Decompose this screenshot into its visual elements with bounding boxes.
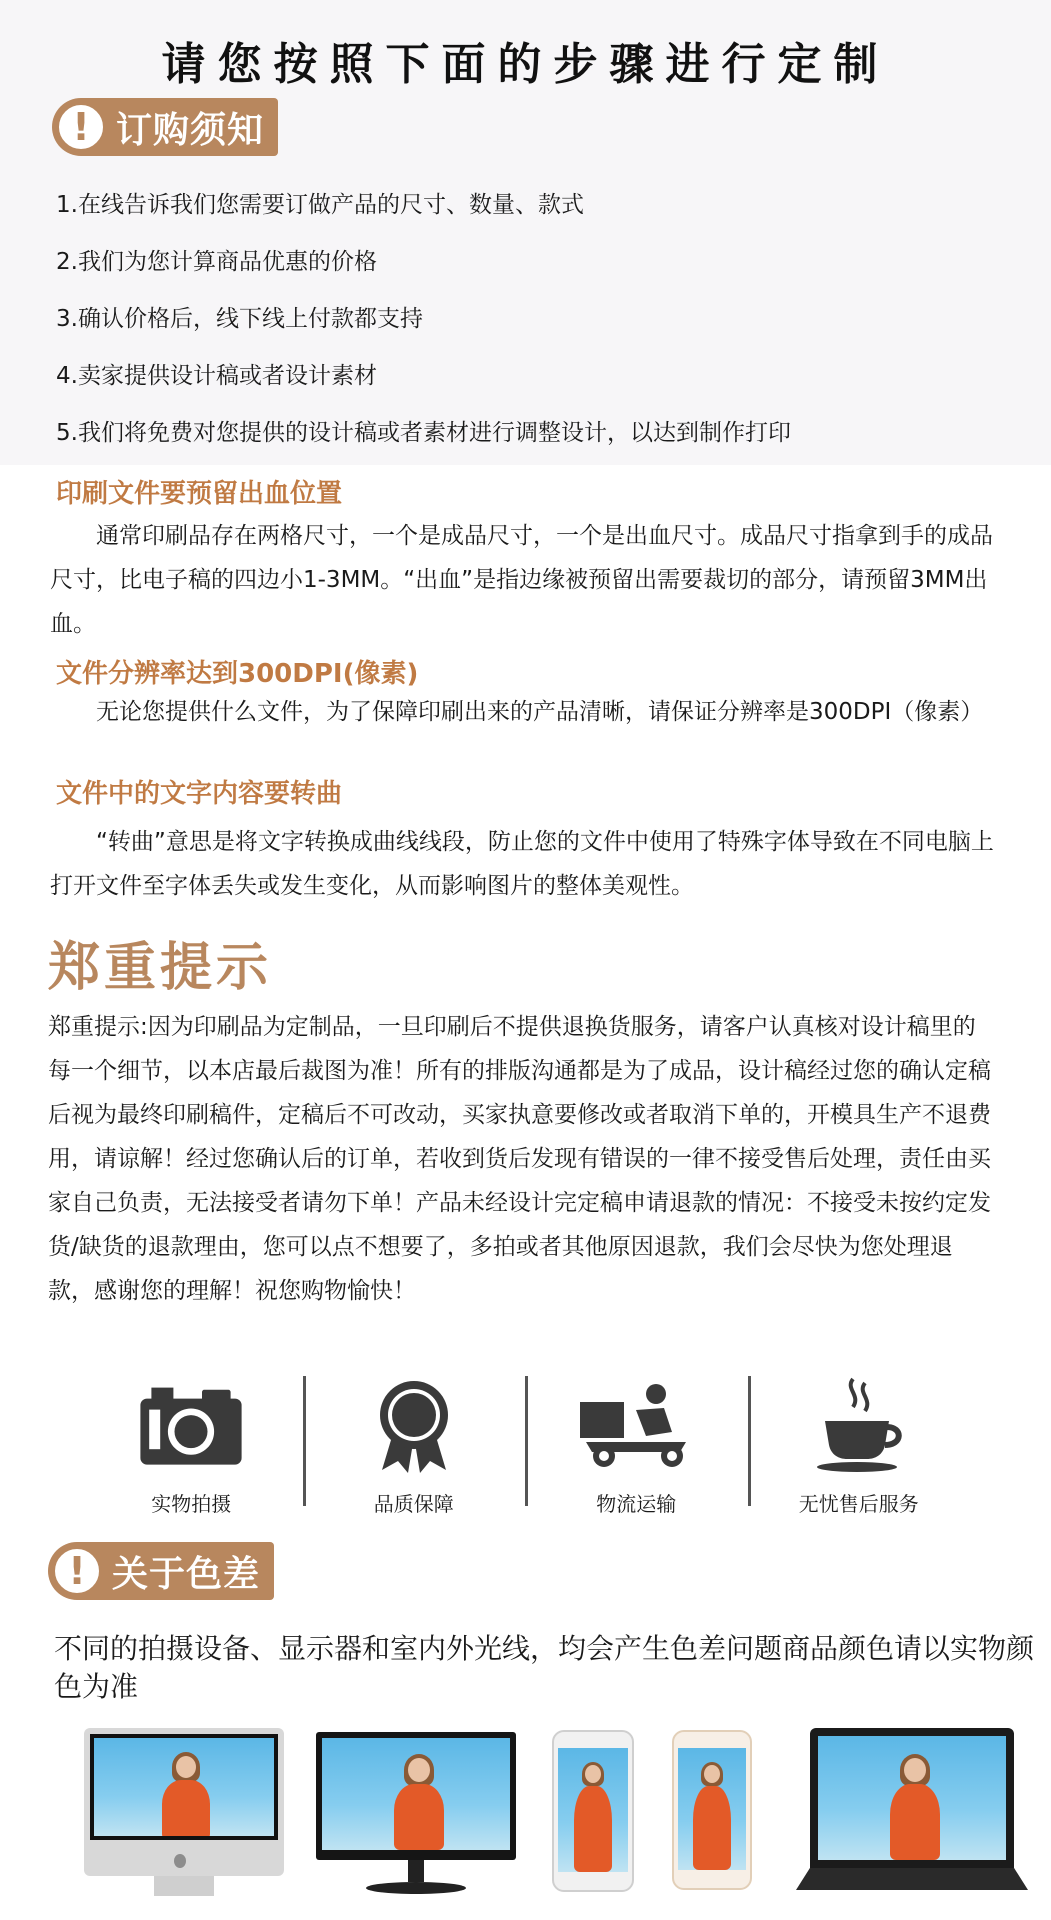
feature-logistics (525, 1370, 748, 1520)
section-body-bleed: 通常印刷品存在两格尺寸，一个是成品尺寸，一个是出血尺寸。成品尺寸指拿到手的成品尺寸，比电子稿的四边小1-3MM。“出血”是指边缘被预留出需要裁切的部分，请预留3MM出血。 (50, 523, 993, 637)
color-diff-badge-label: 关于色差 (112, 1553, 261, 1595)
exclamation-icon: ! (52, 1546, 102, 1596)
important-title: 郑重提示 (48, 938, 273, 998)
section-heading-resolution: 文件分辨率达到300DPI(像素) (56, 659, 419, 689)
delivery-scooter-icon (576, 1370, 696, 1480)
section-heading-outline-text: 文件中的文字内容要转曲 (56, 779, 343, 809)
award-ribbon-icon (364, 1370, 464, 1480)
color-diff-badge (48, 1542, 274, 1600)
order-step-4: 4.卖家提供设计稿或者设计素材 (56, 363, 377, 389)
feature-after-sales (748, 1370, 971, 1520)
laptop-device (796, 1728, 1028, 1900)
order-notice-badge-label: 订购须知 (116, 109, 265, 151)
section-body-outline-text: “转曲”意思是将文字转换成曲线线段，防止您的文件中使用了特殊字体导致在不同电脑上打开文件至字体丢失或发生变化，从而影响图片的整体美观性。 (50, 829, 994, 899)
coffee-cup-icon (809, 1370, 909, 1480)
order-step-5: 5.我们将免费对您提供的设计稿或者素材进行调整设计，以达到制作打印 (56, 420, 791, 446)
device-showcase (80, 1720, 1030, 1900)
section-heading-bleed: 印刷文件要预留出血位置 (56, 479, 343, 509)
phone-white-device (552, 1730, 634, 1892)
feature-label: 实物拍摄 (151, 1492, 232, 1516)
feature-label: 无忧售后服务 (798, 1492, 919, 1516)
exclamation-icon: ! (56, 102, 106, 152)
phone-gold-device (672, 1730, 752, 1890)
feature-label: 物流运输 (596, 1492, 677, 1516)
important-notice-text: 郑重提示:因为印刷品为定制品，一旦印刷后不提供退换货服务，请客户认真核对设计稿里的每一个细节，以本店最后裁图为准！所有的排版沟通都是为了成品，设计稿经过您的确认定稿后视为最终印刷稿件，定稿后不可改动，买家执意要修改或者取消下单的，开模具生产不退费用，请谅解！经过您确认后的订单，若收到货后发现有错误的一律不接受售后处理，责任由买家自己负责，无法接受者请勿下单！产品未经设计完定稿申请退款的情况：不接受未按约定发货/缺货的退款理由，您可以点不想要了，多拍或者其他原因退款，我们会尽快为您处理退款，感谢您的理解！祝您购物愉快！ (48, 1014, 991, 1304)
imac-device (84, 1728, 284, 1898)
monitor-device (316, 1732, 516, 1900)
feature-label: 品质保障 (373, 1492, 454, 1516)
color-diff-text: 不同的拍摄设备、显示器和室内外光线，均会产生色差问题商品颜色请以实物颜色为准 (54, 1632, 1035, 1703)
order-notice-badge (52, 98, 278, 156)
feature-quality (303, 1370, 526, 1520)
page-title: 请您按照下面的步骤进行定制 (161, 39, 890, 90)
order-step-3: 3.确认价格后，线下线上付款都支持 (56, 306, 423, 332)
service-features (80, 1370, 970, 1520)
feature-real-photo (80, 1370, 303, 1520)
section-body-resolution: 无论您提供什么文件，为了保障印刷出来的产品清晰，请保证分辨率是300DPI（像素） (96, 699, 984, 725)
order-step-1: 1.在线告诉我们您需要订做产品的尺寸、数量、款式 (56, 192, 584, 218)
order-step-2: 2.我们为您计算商品优惠的价格 (56, 249, 377, 275)
camera-icon (136, 1370, 246, 1480)
